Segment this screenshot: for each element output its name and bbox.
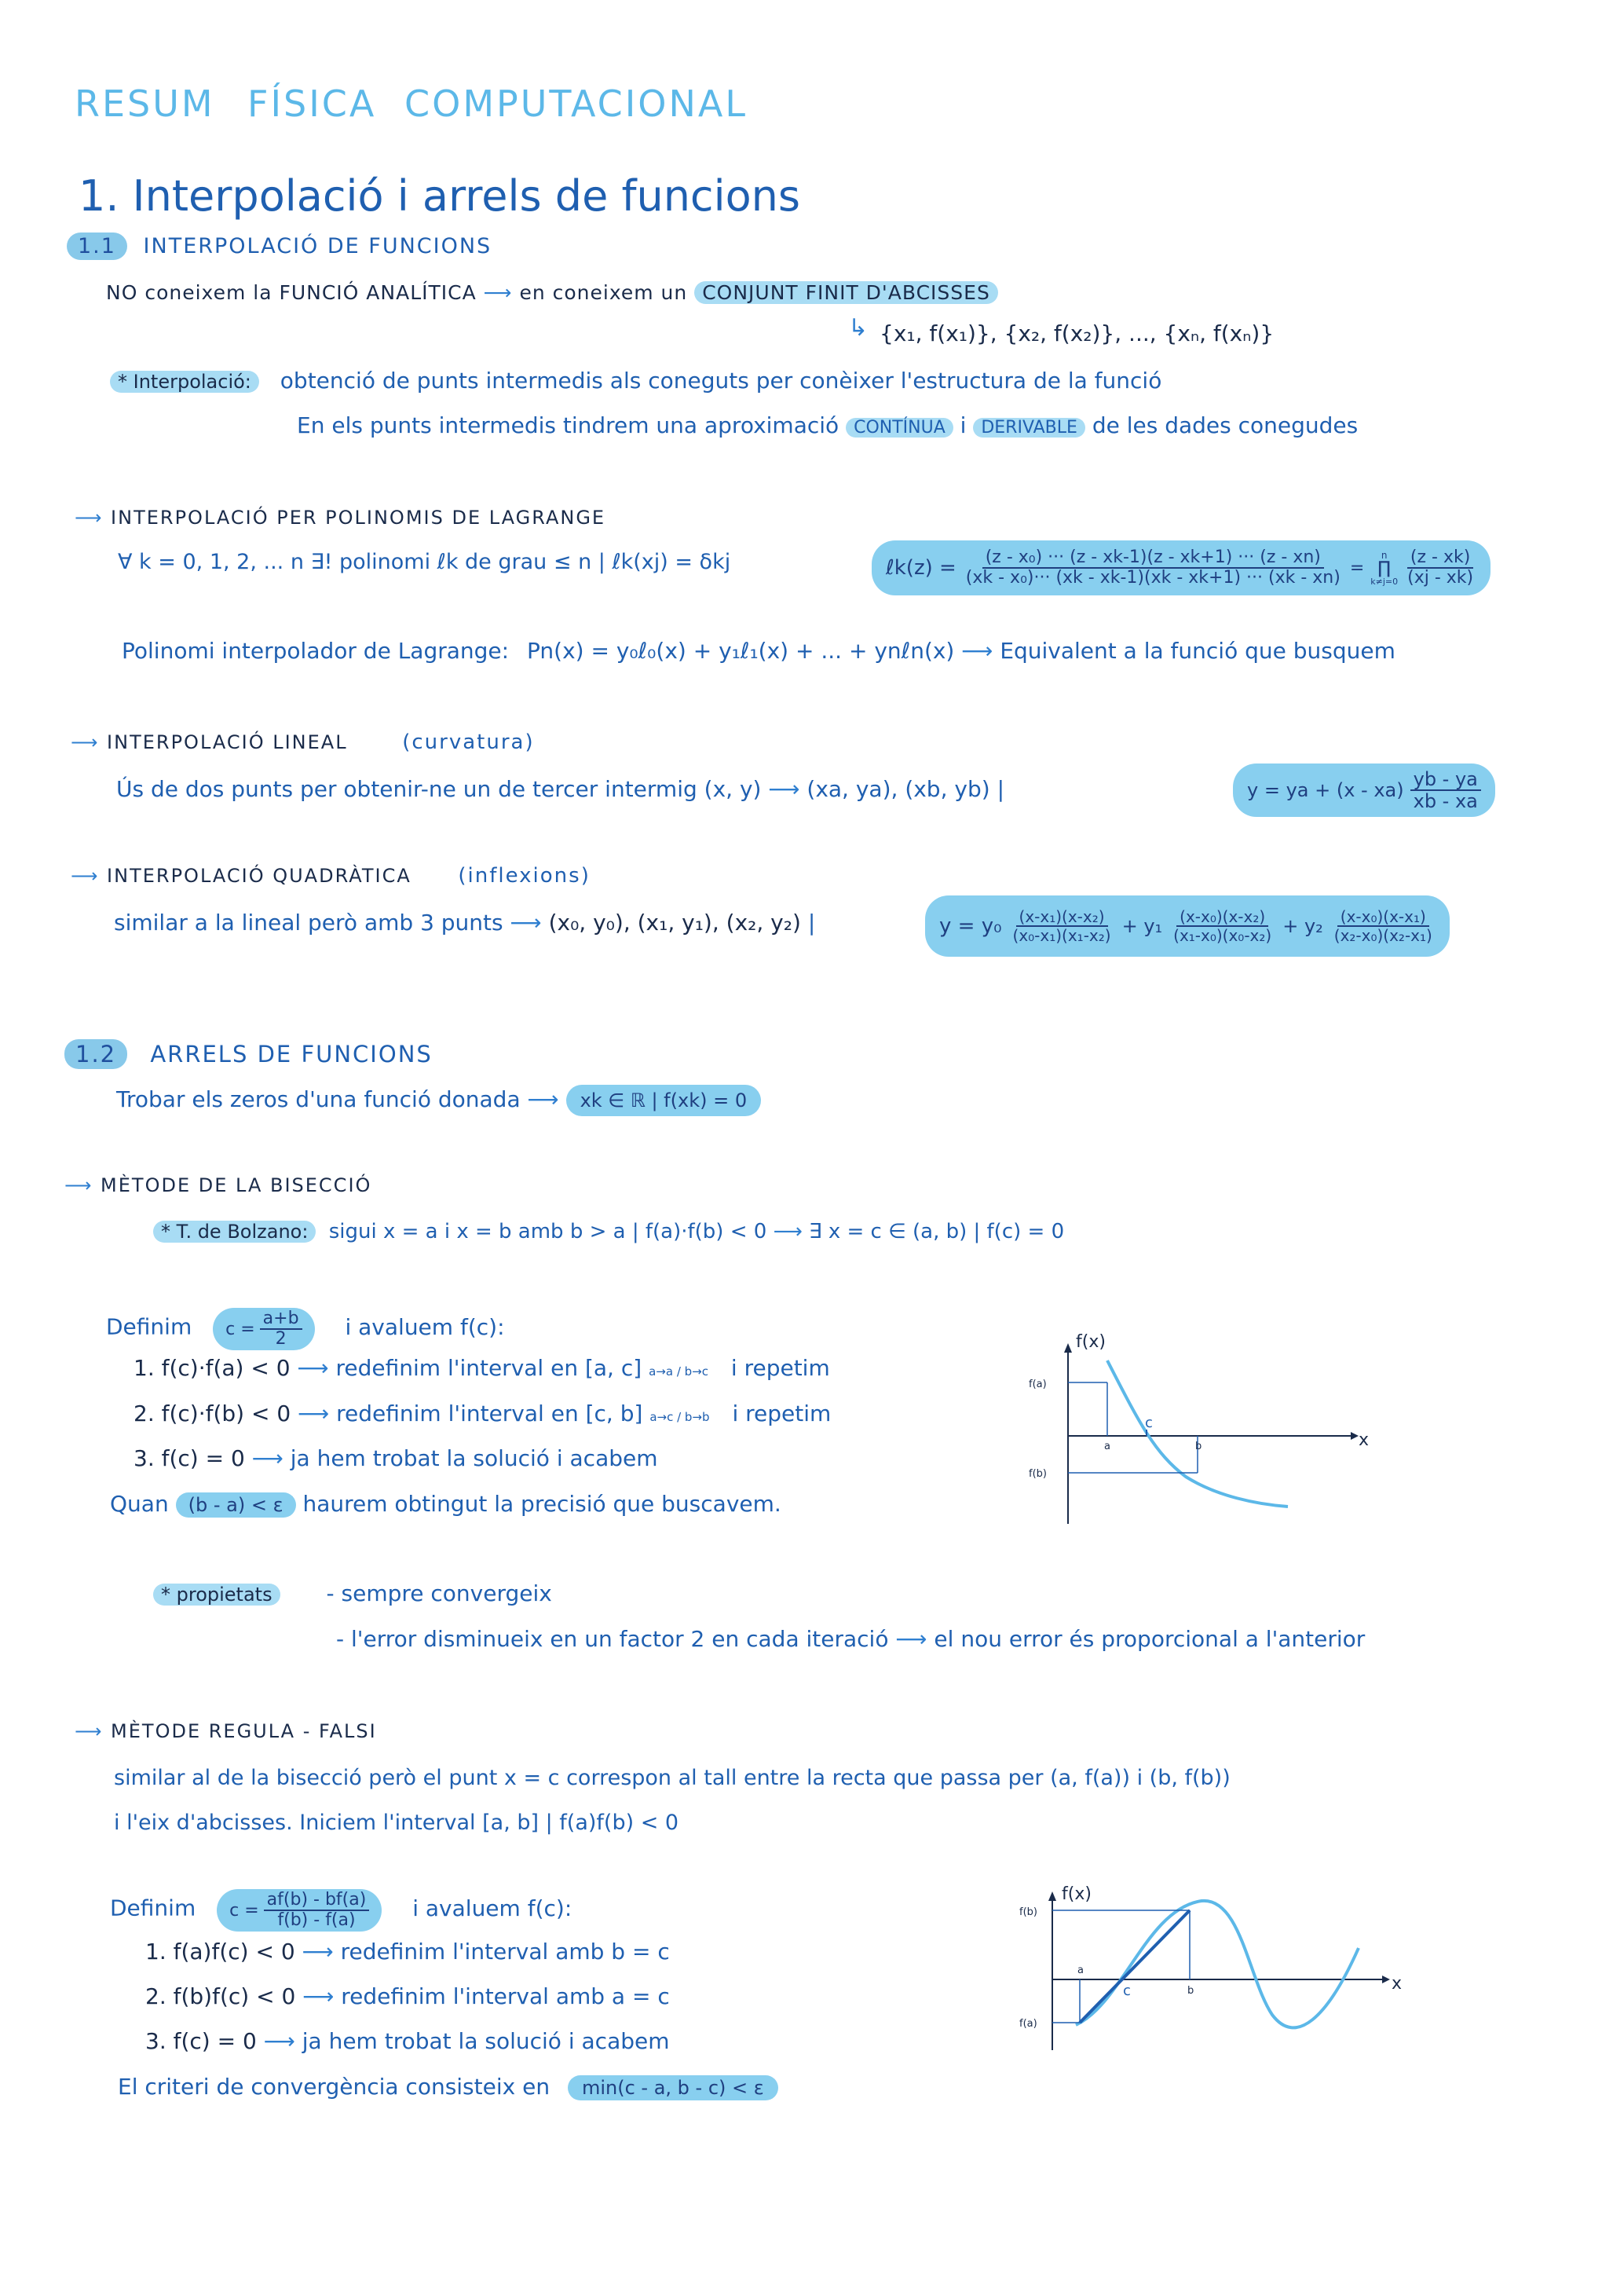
bisec-heading bbox=[64, 1174, 371, 1196]
bolzano-result: ∃ x = c ∈ (a, b) | f(c) = 0 bbox=[809, 1220, 1065, 1243]
bisec-c-pill bbox=[213, 1308, 314, 1350]
bisec-props-2 bbox=[336, 1626, 1365, 1652]
continua-label: CONTÍNUA bbox=[846, 418, 953, 438]
arrow-icon: ⟶ bbox=[302, 1939, 341, 1965]
prop-2b: el nou error és proporcional a l'anterior bbox=[934, 1626, 1366, 1652]
derivable-label: DERIVABLE bbox=[973, 418, 1085, 438]
lineal-formula-a: y = ya + (x - xa) bbox=[1247, 779, 1404, 801]
interp-l2b: de les dades conegudes bbox=[1092, 412, 1359, 438]
poly-equiv: Equivalent a la funció que busquem bbox=[1000, 638, 1395, 664]
title-word-1: RESUM bbox=[75, 82, 215, 125]
props-label: * propietats bbox=[153, 1584, 280, 1606]
interp-def-line2 bbox=[297, 412, 1358, 438]
lagrange-head-text: INTERPOLACIÓ PER POLINOMIS DE LAGRANGE bbox=[111, 507, 606, 529]
quad-text-line bbox=[114, 910, 815, 936]
arrow-icon: ⟶ bbox=[773, 1220, 810, 1243]
bisec-step-3 bbox=[134, 1445, 658, 1471]
bisec-c-frac bbox=[260, 1309, 302, 1349]
interp-bullet: * Interpolació: bbox=[110, 371, 259, 393]
bisec-props-1 bbox=[153, 1580, 552, 1606]
lineal-head-text: INTERPOLACIÓ LINEAL bbox=[107, 731, 348, 753]
r-step-3-action: ja hem trobat la solució i acabem bbox=[302, 2028, 670, 2054]
bolzano-line bbox=[153, 1220, 1064, 1243]
and-label: i bbox=[960, 412, 967, 438]
regula-step-2 bbox=[145, 1983, 670, 2009]
b-label: b bbox=[1195, 1441, 1202, 1452]
prod-sub: k≠j=0 bbox=[1370, 576, 1399, 587]
define-word: Definim bbox=[110, 1895, 196, 1921]
lineal-fraction bbox=[1410, 769, 1481, 812]
prod-numerator: (z - xk) bbox=[1407, 548, 1473, 569]
arrow-icon: ⟶ bbox=[510, 910, 549, 936]
fx-label: f(x) bbox=[1076, 1332, 1106, 1352]
fa-label: f(a) bbox=[1029, 1379, 1047, 1390]
lineal-text-line bbox=[116, 776, 1004, 802]
step-3-action: ja hem trobat la solució i acabem bbox=[290, 1445, 658, 1471]
regula-head-text: MÈTODE REGULA - FALSI bbox=[111, 1720, 377, 1742]
lineal-den: xb - xa bbox=[1413, 790, 1478, 812]
bisec-c-lhs: c = bbox=[225, 1319, 255, 1339]
roots-pill: xk ∈ ℝ | f(xk) = 0 bbox=[566, 1085, 762, 1116]
poly-eq: Pn(x) = y₀ℓ₀(x) + y₁ℓ₁(x) + ... + ynℓn(x) bbox=[527, 638, 955, 664]
arrow-icon: ⟶ bbox=[75, 1720, 112, 1742]
interp-l2a: En els punts intermedis tindrem una aproximació bbox=[297, 412, 839, 438]
fb-label: f(b) bbox=[1029, 1468, 1047, 1480]
fx-label: f(x) bbox=[1062, 1884, 1092, 1904]
x-axis-arrow-icon bbox=[1351, 1432, 1359, 1440]
r-step-2-cond: 2. f(b)f(c) < 0 bbox=[145, 1983, 296, 2009]
y-axis-arrow-icon bbox=[1064, 1343, 1072, 1353]
y-axis-arrow-icon bbox=[1048, 1891, 1056, 1901]
x-axis-arrow-icon bbox=[1382, 1976, 1390, 1983]
section-label: INTERPOLACIÓ DE FUNCIONS bbox=[143, 234, 492, 258]
lineal-heading bbox=[71, 731, 535, 754]
r-step-2-action: redefinim l'interval amb a = c bbox=[341, 1983, 670, 2009]
quad-d2: (x₁-x₀)(x₀-x₂) bbox=[1173, 926, 1272, 945]
intro-line bbox=[106, 281, 998, 304]
lk-numerator: (z - x₀) ··· (z - xk-1)(z - xk+1) ··· (z - xn) bbox=[982, 548, 1324, 569]
prod-sign: ∏ bbox=[1377, 558, 1391, 578]
quad-head-text: INTERPOLACIÓ QUADRÀTICA bbox=[107, 865, 411, 887]
interp-l1: obtenció de punts intermedis als coneguts per conèixer l'estructura de la funció bbox=[280, 368, 1162, 394]
lineal-text: Ús de dos punts per obtenir-ne un de tercer intermig (x, y) bbox=[116, 776, 762, 802]
quad-t3: + y₂ bbox=[1282, 915, 1323, 937]
title-word-2: FÍSICA bbox=[247, 82, 377, 125]
step-1-map: a→a / b→c bbox=[649, 1364, 708, 1379]
prod-denominator: (xj - xk) bbox=[1407, 568, 1474, 588]
quad-text: similar a la lineal però amb 3 punts bbox=[114, 910, 503, 936]
regula-l2: i l'eix d'abcisses. Iniciem l'interval [a, b] | f(a)f(b) < 0 bbox=[114, 1811, 679, 1835]
arrow-icon: ⟶ bbox=[527, 1086, 566, 1112]
quad-heading bbox=[71, 864, 591, 888]
regula-svg bbox=[1013, 1885, 1406, 2058]
regula-c-num: af(b) - bf(a) bbox=[264, 1891, 370, 1911]
arrow-icon: ⟶ bbox=[75, 507, 112, 529]
intro-a: NO coneixem la FUNCIÓ ANALÍTICA bbox=[106, 281, 477, 304]
quad-frac3 bbox=[1331, 908, 1436, 944]
bisec-c-den: 2 bbox=[275, 1329, 287, 1349]
product-symbol bbox=[1370, 551, 1398, 586]
fb-label: f(b) bbox=[1019, 1906, 1037, 1918]
quad-n3: (x-x₀)(x-x₁) bbox=[1337, 908, 1429, 927]
step-1-action: redefinim l'interval en [a, c] bbox=[335, 1355, 642, 1381]
function-curve bbox=[1107, 1360, 1288, 1507]
separator-bar: | bbox=[997, 776, 1004, 802]
lagrange-poly-line bbox=[122, 638, 1395, 664]
a-label: a bbox=[1077, 1965, 1084, 1976]
step-2-cond: 2. f(c)·f(b) < 0 bbox=[134, 1401, 291, 1426]
arrow-icon: ⟶ bbox=[71, 865, 108, 887]
section-number: 1.1 bbox=[67, 233, 127, 260]
bisection-figure bbox=[1021, 1327, 1370, 1532]
lk-fraction bbox=[963, 548, 1344, 588]
arrow-icon: ⟶ bbox=[768, 776, 807, 802]
regula-falsi-figure bbox=[1013, 1885, 1406, 2058]
prop-1: - sempre convergeix bbox=[326, 1580, 552, 1606]
intro-b: en coneixem un bbox=[519, 281, 688, 304]
lk-lhs: ℓk(z) = bbox=[886, 556, 956, 580]
quad-n2: (x-x₀)(x-x₂) bbox=[1176, 908, 1268, 927]
arrow-icon: ⟶ bbox=[298, 1401, 337, 1426]
b-label: b bbox=[1187, 1985, 1194, 1997]
x-label: x bbox=[1359, 1430, 1370, 1450]
quad-frac1 bbox=[1010, 908, 1114, 944]
x-label: x bbox=[1392, 1974, 1403, 1994]
bolzano-cond: sigui x = a i x = b amb b > a | f(a)·f(b) < 0 bbox=[328, 1220, 767, 1243]
bisec-head-text: MÈTODE DE LA BISECCIÓ bbox=[101, 1174, 372, 1196]
stop-when: Quan bbox=[110, 1491, 169, 1517]
arrow-icon: ⟶ bbox=[251, 1445, 291, 1471]
regula-criterion bbox=[118, 2074, 778, 2100]
regula-l1: similar al de la bisecció però el punt x = c correspon al tall entre la recta que passa per (a, f(a)) i (b, f(b)) bbox=[114, 1766, 1231, 1790]
arrow-icon: ⟶ bbox=[895, 1626, 935, 1652]
arrow-icon: ⟶ bbox=[961, 638, 1000, 664]
chapter-heading: 1. Interpolació i arrels de funcions bbox=[79, 171, 801, 221]
section-1-2 bbox=[64, 1041, 433, 1067]
quad-note: (inflexions) bbox=[458, 864, 591, 888]
bisection-svg bbox=[1021, 1327, 1370, 1532]
regula-c-den: f(b) - f(a) bbox=[277, 1910, 356, 1931]
lagrange-heading bbox=[75, 507, 605, 529]
regula-eval: i avaluem f(c): bbox=[412, 1895, 572, 1921]
secant-line bbox=[1080, 1910, 1190, 2023]
step-3-cond: 3. f(c) = 0 bbox=[134, 1445, 245, 1471]
criterion-text: El criteri de convergència consisteix en bbox=[118, 2074, 550, 2100]
quad-t1: y = y₀ bbox=[939, 914, 1002, 938]
lineal-num: yb - ya bbox=[1410, 769, 1481, 791]
section-1-1 bbox=[67, 234, 492, 258]
regula-step-1 bbox=[145, 1939, 670, 1965]
step-2-repeat: i repetim bbox=[732, 1401, 832, 1426]
lineal-note: (curvatura) bbox=[402, 731, 535, 754]
regula-c-lhs: c = bbox=[229, 1900, 259, 1921]
arrow-icon: ⟶ bbox=[71, 731, 108, 753]
lineal-points: (xa, ya), (xb, yb) bbox=[807, 776, 990, 802]
stop-text: haurem obtingut la precisió que buscavem. bbox=[302, 1491, 781, 1517]
a-label: a bbox=[1104, 1441, 1110, 1452]
lineal-formula bbox=[1233, 764, 1495, 817]
prod-sup: n bbox=[1381, 549, 1388, 561]
step-2-action: redefinim l'interval en [c, b] bbox=[336, 1401, 643, 1426]
r-step-1-action: redefinim l'interval amb b = c bbox=[340, 1939, 670, 1965]
bolzano-label: * T. de Bolzano: bbox=[153, 1221, 316, 1243]
r-step-3-cond: 3. f(c) = 0 bbox=[145, 2028, 257, 2054]
bisec-define bbox=[106, 1308, 505, 1350]
quad-d1: (x₀-x₁)(x₁-x₂) bbox=[1012, 926, 1111, 945]
section-number: 1.2 bbox=[64, 1039, 127, 1069]
arrow-icon: ⟶ bbox=[64, 1174, 101, 1196]
stop-criterion: (b - a) < ε bbox=[176, 1492, 296, 1518]
c-label: c bbox=[1123, 1983, 1131, 1999]
separator-bar: | bbox=[807, 910, 816, 936]
quad-points: (x₀, y₀), (x₁, y₁), (x₂, y₂) bbox=[548, 910, 801, 936]
regula-c-pill bbox=[217, 1889, 382, 1932]
arrow-icon: ⟶ bbox=[302, 1983, 342, 2009]
step-1-cond: 1. f(c)·f(a) < 0 bbox=[134, 1355, 291, 1381]
step-2-map: a→c / b→b bbox=[649, 1410, 710, 1424]
interp-def-line1 bbox=[110, 368, 1161, 394]
r-step-1-cond: 1. f(a)f(c) < 0 bbox=[145, 1939, 295, 1965]
c-label: c bbox=[1145, 1415, 1153, 1431]
define-word: Definim bbox=[106, 1313, 192, 1340]
quad-t2: + y₁ bbox=[1121, 915, 1163, 937]
roots-intro bbox=[116, 1086, 761, 1112]
bisec-step-2 bbox=[134, 1401, 831, 1426]
quad-formula bbox=[925, 895, 1450, 957]
bisec-step-1 bbox=[134, 1355, 830, 1381]
step-1-repeat: i repetim bbox=[730, 1355, 830, 1381]
roots-text: Trobar els zeros d'una funció donada bbox=[116, 1086, 521, 1112]
fa-label: f(a) bbox=[1019, 2018, 1037, 2030]
arrow-icon: ⟶ bbox=[483, 281, 520, 304]
lagrange-formula bbox=[872, 540, 1490, 595]
lagrange-condition: ∀ k = 0, 1, 2, ... n ∃! polinomi ℓk de grau ≤ n | ℓk(xj) = δkj bbox=[118, 550, 731, 574]
lk-denominator: (xk - x₀)··· (xk - xk-1)(xk - xk+1) ··· (xk - xn) bbox=[965, 568, 1341, 588]
bisec-eval: i avaluem f(c): bbox=[345, 1313, 505, 1340]
title-word-3: COMPUTACIONAL bbox=[404, 82, 748, 125]
criterion-pill: min(c - a, b - c) < ε bbox=[568, 2075, 778, 2100]
section-label: ARRELS DE FUNCIONS bbox=[150, 1041, 433, 1067]
regula-step-3 bbox=[145, 2028, 670, 2054]
function-curve bbox=[1076, 1901, 1359, 2028]
bisec-c-num: a+b bbox=[260, 1309, 302, 1330]
bisec-stop bbox=[110, 1491, 781, 1517]
quad-frac2 bbox=[1170, 908, 1275, 944]
quad-d3: (x₂-x₀)(x₂-x₁) bbox=[1333, 926, 1432, 945]
intro-highlight: CONJUNT FINIT D'ABCISSES bbox=[694, 281, 998, 304]
poly-label: Polinomi interpolador de Lagrange: bbox=[122, 638, 510, 664]
abscissa-set: {x₁, f(x₁)}, {x₂, f(x₂)}, ..., {xₙ, f(xₙ)} bbox=[880, 320, 1275, 346]
prod-fraction bbox=[1404, 548, 1476, 588]
arrow-icon: ⟶ bbox=[297, 1355, 336, 1381]
regula-c-frac bbox=[264, 1891, 370, 1930]
regula-define bbox=[110, 1889, 572, 1932]
lk-equals: = bbox=[1349, 558, 1365, 578]
quad-n1: (x-x₁)(x-x₂) bbox=[1016, 908, 1108, 927]
regula-heading bbox=[75, 1720, 377, 1742]
curved-arrow-icon: ↳ bbox=[848, 314, 869, 342]
arrow-icon: ⟶ bbox=[263, 2028, 302, 2054]
prop-2: - l'error disminueix en un factor 2 en cada iteració bbox=[336, 1626, 889, 1652]
